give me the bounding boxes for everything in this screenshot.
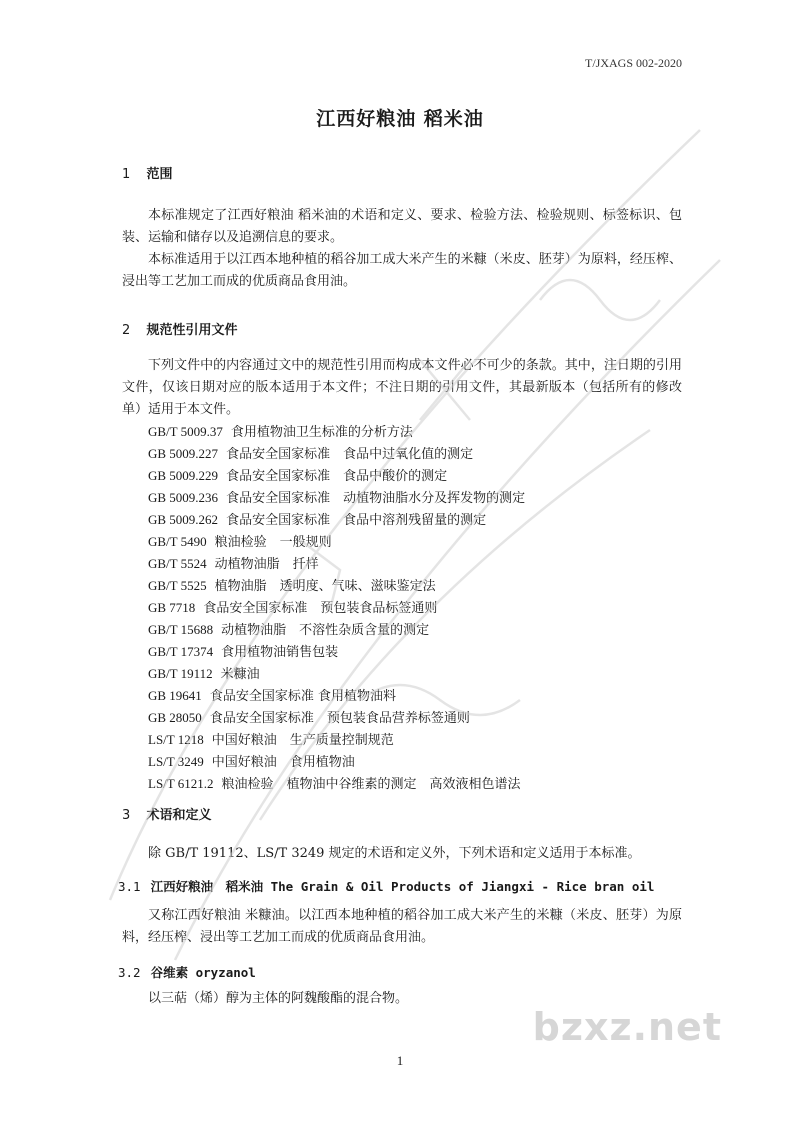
refs-intro-paragraph: 下列文件中的内容通过文中的规范性引用而构成本文件必不可少的条款。其中，注日期的引用文件，仅该日期对应的版本适用于本文件；不注日期的引用文件，其最新版本（包括所有的修改单）适用于本文件。 [122,358,682,417]
reference-item [148,487,525,509]
term-definition-rice-bran-oil: 又称江西好粮油 米糠油。以江西本地种植的稻谷加工成大米产生的米糠（米皮、胚芽）为原料，经压榨、浸出等工艺加工而成的优质商品食用油。 [122,908,682,945]
reference-name: 动植物油脂 不溶性杂质含量的测定 [221,623,430,638]
reference-code: GB 5009.229 [148,468,219,483]
reference-name: 中国好粮油 生产质量控制规范 [211,733,394,748]
reference-item [148,597,525,619]
section-heading-scope [122,163,173,182]
reference-item [148,575,525,597]
section-title: 范围 [146,167,173,182]
reference-name: 食品安全国家标准 预包装食品标签通则 [203,601,438,616]
reference-name: 食用植物油销售包装 [221,645,339,660]
reference-name: 粮油检验 一般规则 [214,535,332,550]
reference-item [148,729,525,751]
reference-item [148,751,525,773]
reference-item [148,421,525,443]
reference-code: GB/T 5009.37 [148,424,223,439]
section-heading-terms [122,804,212,823]
reference-name: 食品安全国家标准 食品中酸价的测定 [226,469,448,484]
reference-item [148,443,525,465]
reference-name: 食品安全国家标准 食品中溶剂残留量的测定 [226,513,487,528]
reference-name: 植物油脂 透明度、气味、滋味鉴定法 [214,579,436,594]
term-definition-oryzanol: 以三萜（烯）醇为主体的阿魏酸酯的混合物。 [148,991,409,1006]
reference-item [148,663,525,685]
section-number: 3 [122,808,131,823]
section-title: 术语和定义 [146,808,212,823]
reference-name: 食品安全国家标准 动植物油脂水分及挥发物的测定 [226,491,526,506]
term-heading-oryzanol [118,963,256,981]
reference-name: 食品安全国家标准 食用植物油料 [209,689,396,704]
reference-name: 食品安全国家标准 食品中过氧化值的测定 [226,447,474,462]
reference-name: 动植物油脂 扦样 [214,557,319,572]
terms-intro-paragraph: 除 GB/T 19112、LS/T 3249 规定的术语和定义外，下列术语和定义适用于本标准。 [148,846,641,861]
reference-code: GB 28050 [148,710,202,725]
reference-name: 中国好粮油 食用植物油 [211,755,355,770]
reference-code: GB/T 5525 [148,578,207,593]
reference-code: GB 19641 [148,688,202,703]
reference-name: 食品安全国家标准 预包装食品营养标签通则 [209,711,470,726]
reference-list [148,421,525,795]
reference-code: LS/T 6121.2 [148,776,214,791]
reference-code: GB 5009.227 [148,446,219,461]
reference-code: LS/T 1218 [148,732,204,747]
reference-item [148,685,525,707]
reference-code: GB/T 15688 [148,622,214,637]
section-number: 2 [122,323,131,338]
reference-name: 粮油检验 植物油中谷维素的测定 高效液相色谱法 [221,777,521,792]
section-number: 1 [122,167,131,182]
reference-code: GB/T 5524 [148,556,207,571]
standard-number: T/JXAGS 002-2020 [584,56,682,70]
reference-name: 食用植物油卫生标准的分析方法 [230,425,413,440]
reference-code: GB 7718 [148,600,196,615]
reference-name: 米糠油 [220,667,260,682]
reference-code: GB 5009.236 [148,490,219,505]
term-number: 3.1 [118,879,141,894]
page-title: 江西好粮油 稻米油 [316,108,484,130]
reference-item [148,773,525,795]
scope-paragraph-2: 本标准适用于以江西本地种植的稻谷加工成大米产生的米糠（米皮、胚芽）为原料，经压榨、浸出等工艺加工而成的优质商品食用油。 [122,252,682,289]
reference-item [148,553,525,575]
term-heading-rice-bran-oil [118,877,654,895]
reference-item [148,531,525,553]
reference-code: GB/T 5490 [148,534,207,549]
term-number: 3.2 [118,965,141,980]
reference-item [148,509,525,531]
reference-code: GB/T 17374 [148,644,214,659]
section-heading-refs [122,319,238,338]
site-watermark: bzxz.net [532,1005,722,1049]
reference-item [148,641,525,663]
term-title: 谷维素 oryzanol [150,965,256,980]
scope-paragraph-1: 本标准规定了江西好粮油 稻米油的术语和定义、要求、检验方法、检验规则、标签标识、包装、运输和储存以及追溯信息的要求。 [122,208,682,245]
reference-item [148,619,525,641]
section-title: 规范性引用文件 [146,323,238,338]
reference-item [148,707,525,729]
reference-code: GB 5009.262 [148,512,219,527]
reference-code: LS/T 3249 [148,754,204,769]
page-number: 1 [396,1053,404,1068]
reference-item [148,465,525,487]
reference-code: GB/T 19112 [148,666,213,681]
term-title: 江西好粮油 稻米油 The Grain & Oil Products of Jiangxi - Rice bran oil [150,879,655,894]
